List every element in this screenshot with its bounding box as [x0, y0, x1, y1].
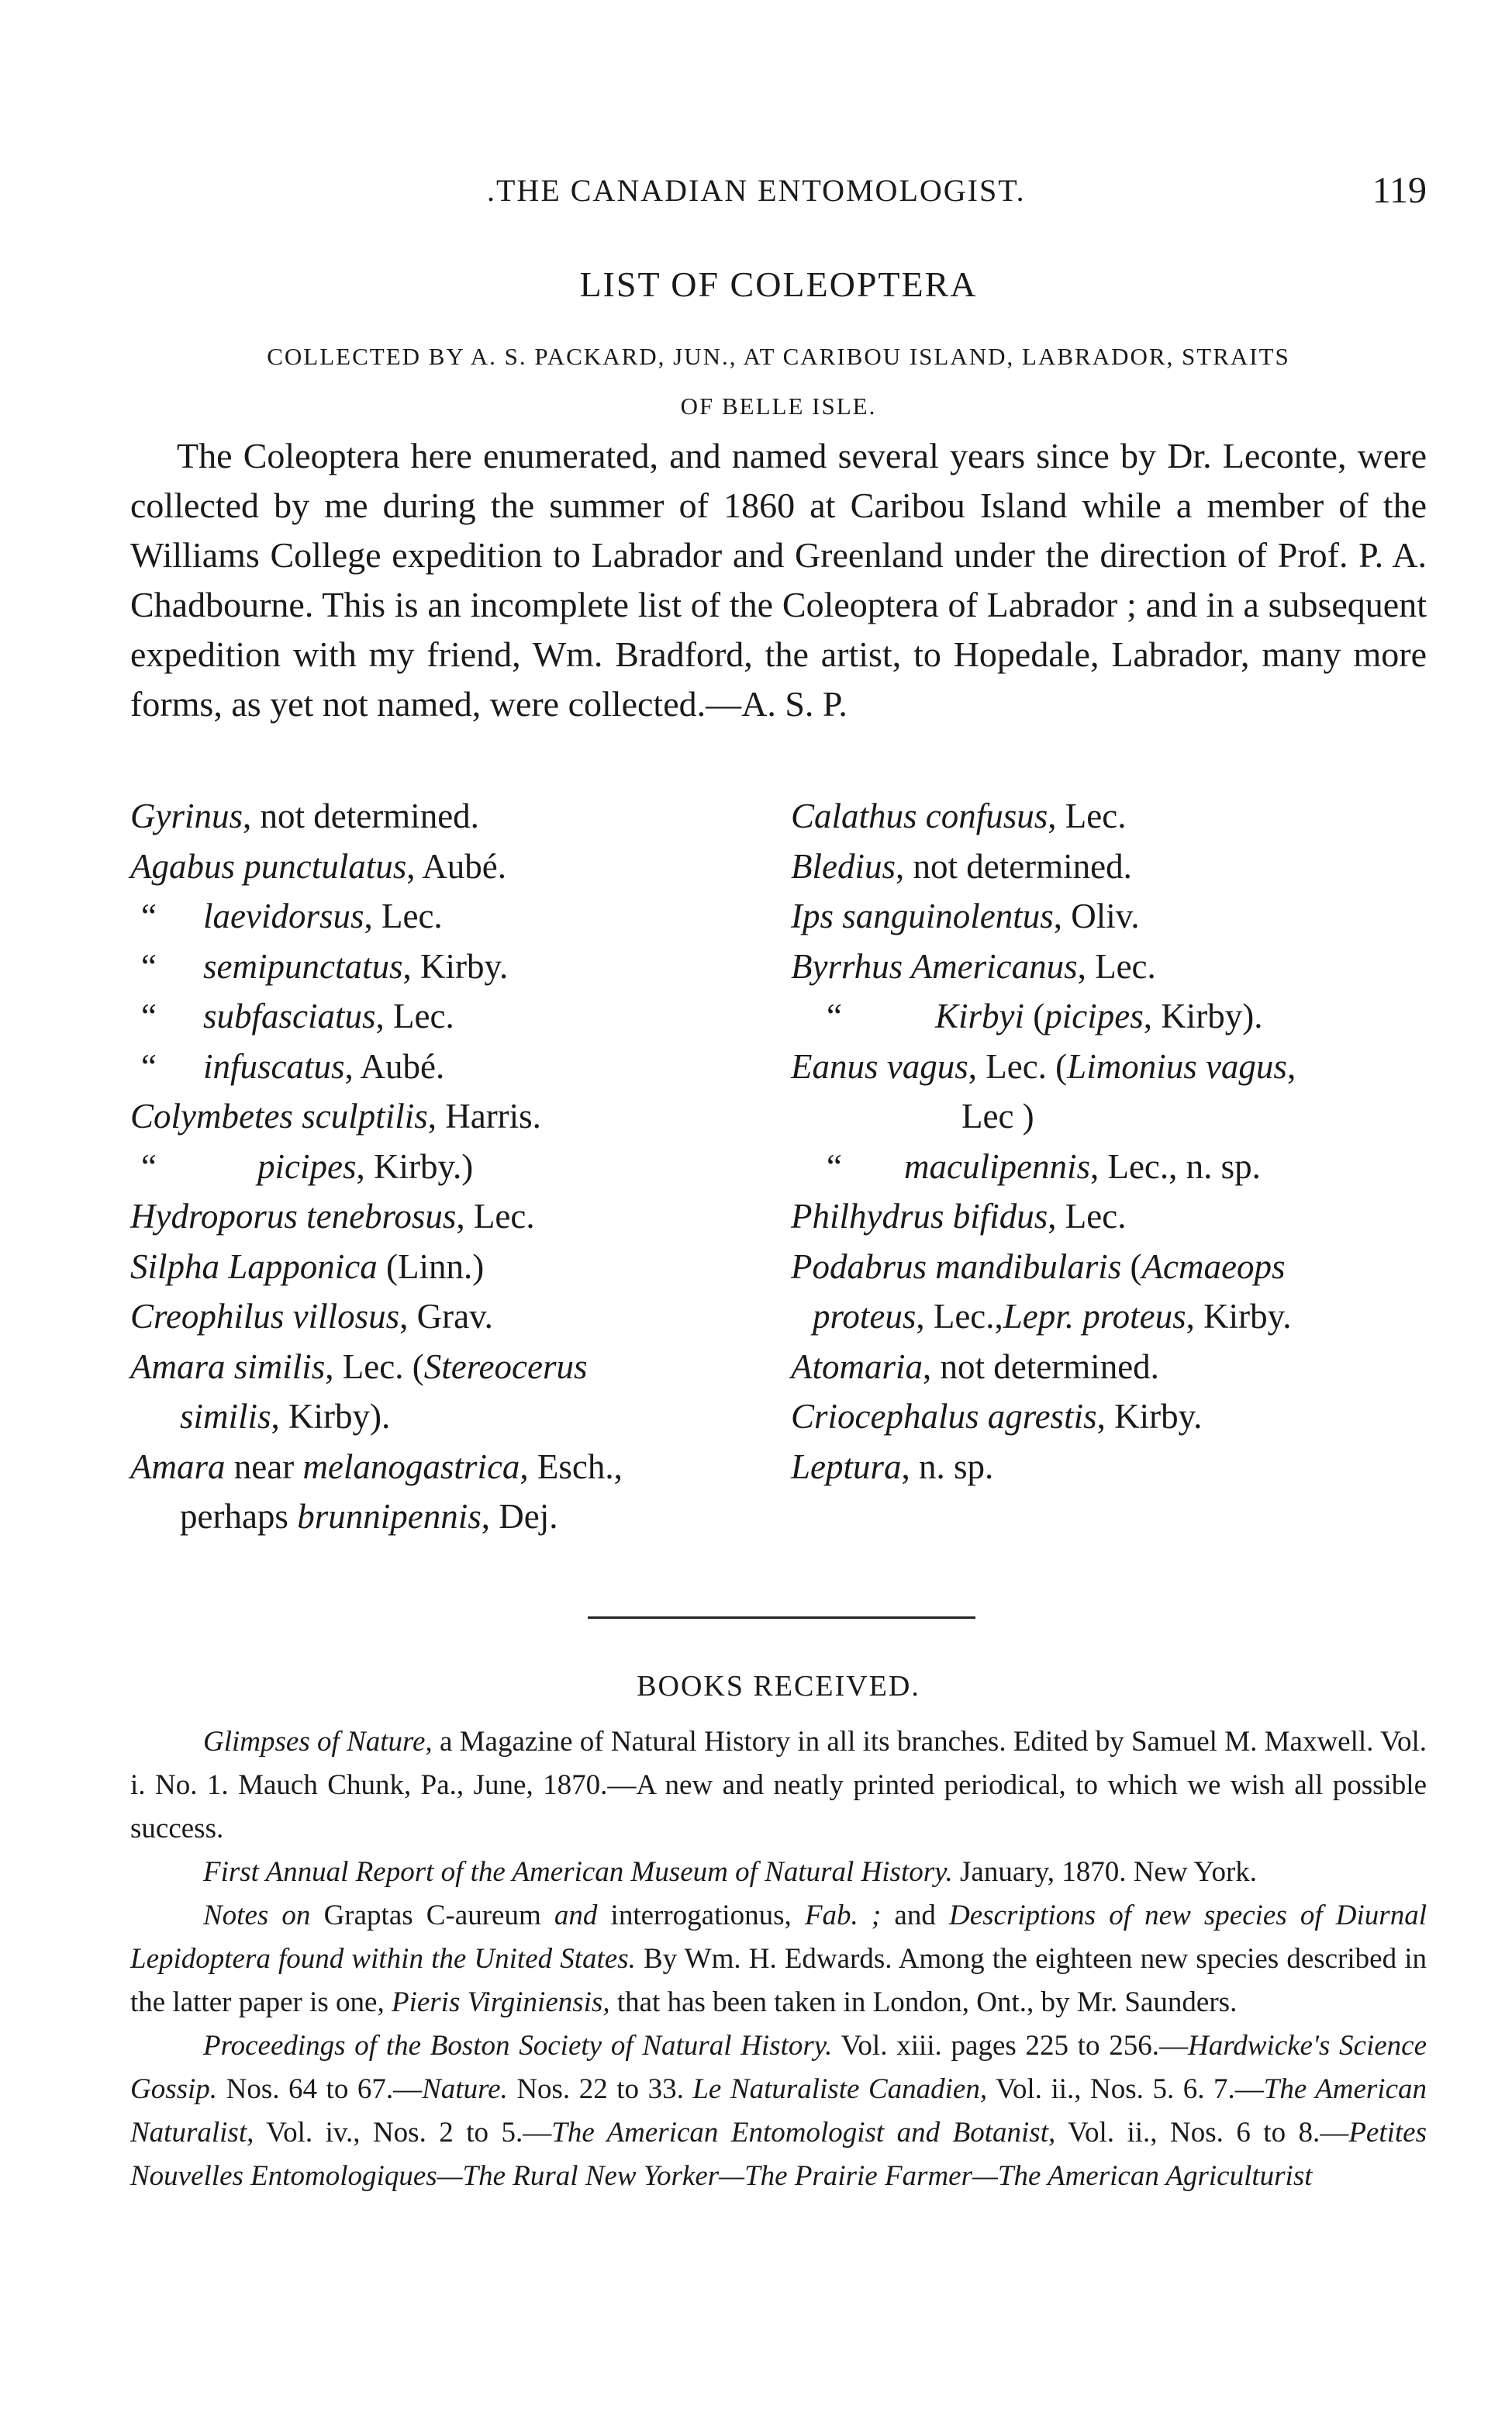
- species-entry: Leptura, n. sp.: [791, 1447, 994, 1486]
- species-entry: perhaps brunnipennis, Dej.: [180, 1497, 558, 1536]
- running-header: [130, 172, 1427, 219]
- species-entry: Creophilus villosus, Grav.: [130, 1297, 493, 1336]
- book-entry: Notes on Graptas C-aureum and interrogationus, Fab. ; and Descriptions of new species of Diurnal Lepidoptera found within the United States. By Wm. H. Edwards. Among the eighteen new species described in the latter paper is one, Pieris Virginiensis, that has been taken in London, Ont., by Mr. Saunders.: [130, 1900, 1427, 2018]
- species-entry: “ Kirbyi (picipes, Kirby).: [827, 997, 1263, 1035]
- page-number: 119: [1372, 170, 1427, 211]
- species-entry: Colymbetes sculptilis, Harris.: [130, 1097, 541, 1136]
- subtitle-line: COLLECTED BY A. S. PACKARD, JUN., AT CARIBOU ISLAND, LABRADOR, STRAITS: [267, 343, 1290, 370]
- species-entry: “ maculipennis, Lec., n. sp.: [827, 1146, 1261, 1186]
- species-entry: “ infuscatus, Aubé.: [141, 1046, 445, 1086]
- species-entry: Amara near melanogastrica, Esch.,: [130, 1447, 623, 1486]
- species-entry: Eanus vagus, Lec. (Limonius vagus,: [791, 1046, 1296, 1086]
- book-entry: Glimpses of Nature, a Magazine of Natural History in all its branches. Edited by Samuel M. Maxwell. Vol. i. No. 1. Mauch Chunk, Pa., June, 1870.—A new and neatly printed periodical, to which we wish all possible success.: [130, 1726, 1427, 1844]
- species-entry: Amara similis, Lec. (Stereocerus: [130, 1347, 588, 1386]
- species-entry: Philhydrus bifidus, Lec.: [791, 1197, 1127, 1236]
- species-list-right: [791, 791, 1427, 1492]
- species-entry: Lec ): [961, 1097, 1034, 1136]
- species-entry: “ laevidorsus, Lec.: [141, 897, 443, 935]
- book-entry: Proceedings of the Boston Society of Natural History. Vol. xiii. pages 225 to 256.—Hardwicke's Science Gossip. Nos. 64 to 67.—Nature. Nos. 22 to 33. Le Naturaliste Canadien, Vol. ii., Nos. 5. 6. 7.—The American Naturalist, Vol. iv., Nos. 2 to 5.—The American Entomologist and Botanist, Vol. ii., Nos. 6 to 8.—Petites Nouvelles Entomologiques—The Rural New Yorker—The Prairie Farmer—The American Agriculturist: [130, 2030, 1427, 2192]
- species-entry: Calathus confusus, Lec.: [791, 797, 1127, 835]
- species-entry: Podabrus mandibularis (Acmaeops: [791, 1246, 1286, 1286]
- species-entry: Atomaria, not determined.: [791, 1347, 1159, 1386]
- species-entry: similis, Kirby).: [180, 1397, 391, 1436]
- section-title: LIST OF COLEOPTERA: [579, 264, 978, 304]
- intro-text: The Coleoptera here enumerated, and named several years since by Dr. Leconte, were collected by me during the summer of 1860 at Caribou Island while a member of the Williams College expedition to Labrador and Greenland under the direction of Prof. P. A. Chadbourne. This is an incomplete list of the Coleoptera of Labrador ; and in a subsequent expedition with my friend, Wm. Bradford, the artist, to Hopedale, Labrador, many more forms, as yet not named, were collected.—A. S. P.: [130, 436, 1427, 724]
- books-received-list: [130, 1720, 1427, 2198]
- species-entry: Gyrinus, not determined.: [130, 797, 479, 835]
- book-entry: First Annual Report of the American Museum of Natural History. January, 1870. New York.: [203, 1856, 1258, 1888]
- species-entry: Byrrhus Americanus, Lec.: [791, 946, 1156, 986]
- section-subtitle: [130, 332, 1427, 431]
- species-entry: Criocephalus agrestis, Kirby.: [791, 1397, 1203, 1436]
- species-entry: “ subfasciatus, Lec.: [141, 997, 454, 1035]
- species-entry: “ picipes, Kirby.): [141, 1146, 474, 1186]
- species-entry: proteus, Lec.,Lepr. proteus, Kirby.: [813, 1297, 1292, 1336]
- books-received-title: BOOKS RECEIVED.: [637, 1670, 920, 1703]
- species-entry: Silpha Lapponica (Linn.): [130, 1246, 485, 1286]
- species-entry: Agabus punctulatus, Aubé.: [130, 846, 506, 886]
- intro-paragraph: [130, 431, 1427, 729]
- species-entry: Bledius, not determined.: [791, 846, 1132, 886]
- subtitle-line: OF BELLE ISLE.: [680, 392, 877, 420]
- species-list-left: [130, 791, 766, 1542]
- species-entry: Ips sanguinolentus, Oliv.: [791, 897, 1140, 935]
- section-divider: [588, 1616, 975, 1619]
- species-entry: Hydroporus tenebrosus, Lec.: [130, 1197, 535, 1236]
- running-title: .THE CANADIAN ENTOMOLOGIST.: [487, 173, 1026, 208]
- species-entry: “ semipunctatus, Kirby.: [141, 946, 509, 986]
